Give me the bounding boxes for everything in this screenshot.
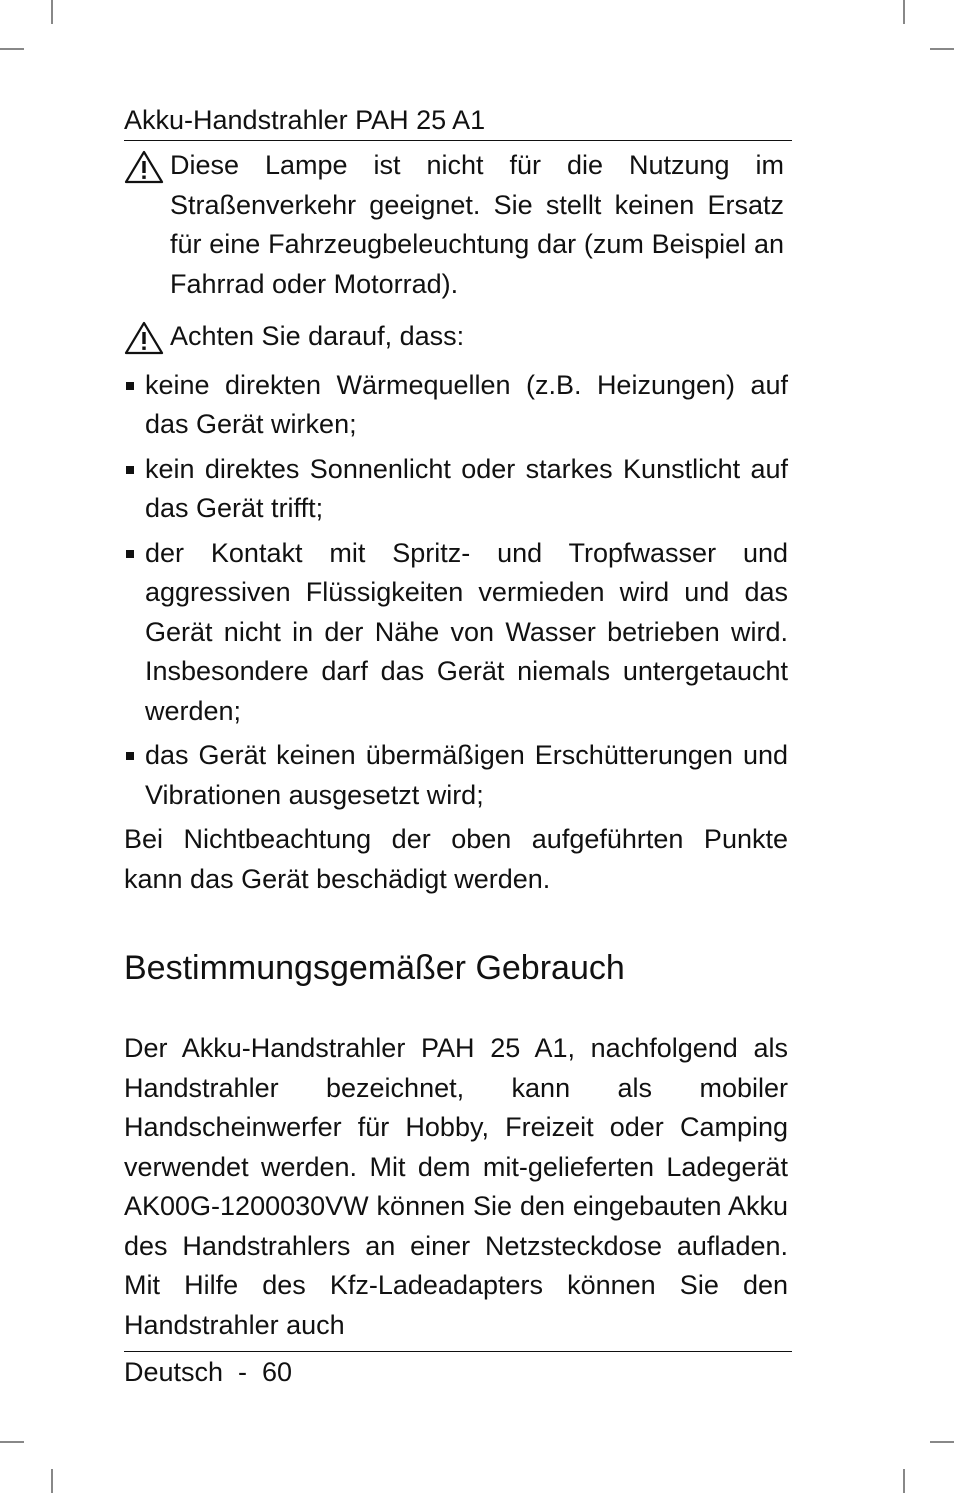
list-item-text: kein direktes Sonnenlicht oder starkes Kunstlicht auf das Gerät trifft; bbox=[145, 453, 788, 523]
precaution-list bbox=[124, 366, 788, 816]
page-header-title: Akku-Handstrahler PAH 25 A1 bbox=[124, 105, 486, 135]
crop-mark bbox=[903, 1469, 905, 1493]
crop-mark bbox=[903, 0, 905, 24]
page-content bbox=[124, 146, 788, 1345]
list-item bbox=[124, 366, 788, 445]
warning-triangle-icon bbox=[124, 321, 164, 355]
crop-mark bbox=[930, 48, 954, 50]
section-paragraph: Der Akku-Handstrahler PAH 25 A1, nachfolgend als Handstrahler bezeichnet, kann als mobiler Handscheinwerfer für Hobby, Freizeit oder Camping verwendet werden. Mit dem mit-gelieferten Ladegerät AK00G-1200030VW können Sie den eingebauten Akku des Handstrahlers an einer Netzsteckdose aufladen. Mit Hilfe des Kfz-Ladeadapters können Sie den Handstrahler auch bbox=[124, 1033, 788, 1340]
crop-mark bbox=[51, 1469, 53, 1493]
crop-mark bbox=[930, 1441, 954, 1443]
crop-mark bbox=[0, 48, 24, 50]
list-item bbox=[124, 534, 788, 732]
crop-mark bbox=[0, 1441, 24, 1443]
footer-rule bbox=[124, 1351, 792, 1352]
list-item bbox=[124, 736, 788, 815]
section-heading: Bestimmungsgemäßer Gebrauch bbox=[124, 949, 625, 987]
list-item-text: der Kontakt mit Spritz- und Tropfwasser und aggressiven Flüssigkeiten vermieden wird und das Gerät nicht in der Nähe von Wasser betrieben wird. Insbesondere darf das Gerät niemals untergetaucht werden; bbox=[145, 537, 788, 726]
square-bullet-icon bbox=[126, 382, 134, 390]
warning-block bbox=[124, 317, 788, 357]
warning-triangle-icon bbox=[124, 150, 164, 184]
page-footer: Deutsch - 60 bbox=[124, 1357, 293, 1387]
header-rule bbox=[124, 140, 792, 141]
damage-note: Bei Nichtbeachtung der oben aufgeführten Punkte kann das Gerät beschädigt werden. bbox=[124, 824, 788, 894]
warning-text: Achten Sie darauf, dass: bbox=[170, 321, 465, 351]
warning-block bbox=[124, 146, 784, 304]
square-bullet-icon bbox=[126, 752, 134, 760]
warning-text: Diese Lampe ist nicht für die Nutzung im Straßenverkehr geeignet. Sie stellt keinen Ersatz für eine Fahrzeugbeleuchtung dar (zum Beispiel an Fahrrad oder Motorrad). bbox=[170, 150, 784, 299]
list-item-text: keine direkten Wärmequellen (z.B. Heizungen) auf das Gerät wirken; bbox=[145, 369, 788, 439]
list-item-text: das Gerät keinen übermäßigen Erschütterungen und Vibrationen ausgesetzt wird; bbox=[145, 740, 788, 810]
list-item bbox=[124, 450, 788, 529]
crop-mark bbox=[51, 0, 53, 24]
square-bullet-icon bbox=[126, 550, 134, 558]
square-bullet-icon bbox=[126, 466, 134, 474]
